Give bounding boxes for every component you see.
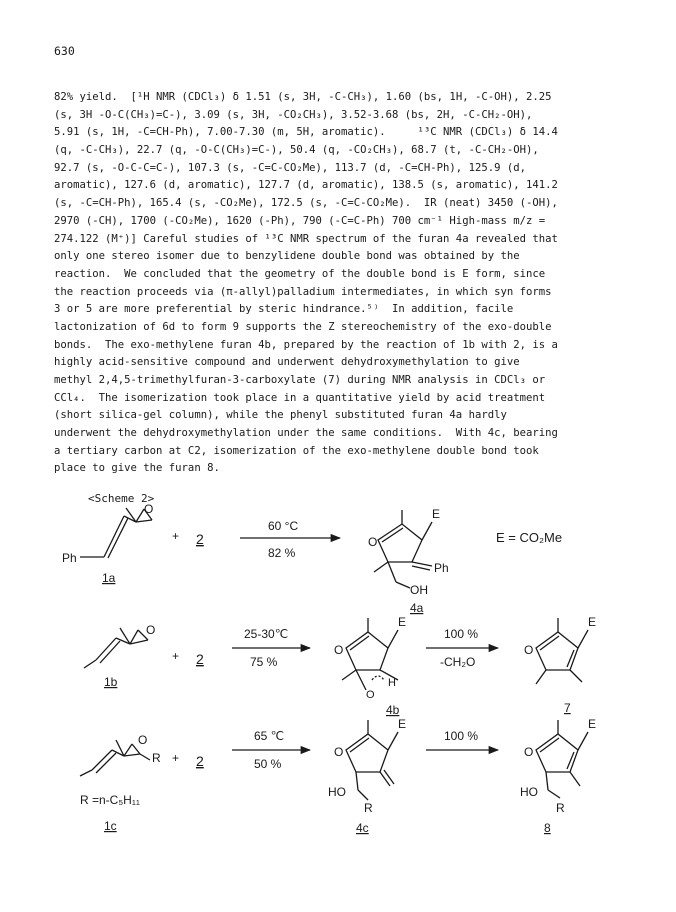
text-line: 3 or 5 are more preferential by steric hindrance.⁵⁾ In addition, facile [54,303,514,316]
label-4a: 4a [410,601,424,615]
text-line: 92.7 (s, -O-C-C=C-), 107.3 (s, -C=C-CO₂Me), 113.7 (d, -C=CH-Ph), 125.9 (d, [54,161,526,174]
text-line: 82% yield. [¹H NMR (CDCl₃) δ 1.51 (s, 3H, -C-CH₃), 1.60 (bs, 1H, -C-OH), 2.25 [54,91,552,103]
4c-ho: HO [328,785,346,799]
text-line: (q, -C-CH₃), 22.7 (q, -O-C(CH₃)=C-), 50.4 (q, -CO₂CH₃), 68.7 (t, -C-CH₂-OH), [54,144,539,157]
svg-text:O: O [366,689,375,701]
text-line: underwent the dehydroxymethylation under the same conditions. With 4c, bearing [54,427,558,440]
substrate-1b [84,623,155,689]
reagent-2-row2: 2 [196,651,204,667]
text-line: reaction. We concluded that the geometry of the double bond is E form, since [54,267,546,280]
4c-r: R [364,801,373,815]
text-line: 274.122 (M⁺)] Careful studies of ¹³C NMR spectrum of the furan 4a revealed that [54,232,558,245]
svg-text:O: O [368,535,378,549]
label-1b: 1b [104,675,118,689]
label-1c: 1c [104,819,117,833]
text-line: aromatic), 127.6 (d, aromatic), 127.7 (d, aromatic), 138.5 (s, aromatic), 141.2 [54,179,558,192]
svg-text:O: O [146,623,156,637]
r-definition: R =n-C₅H₁₁ [80,793,140,807]
text-line: highly acid-sensitive compound and underwent dehydroxymethylation to give [54,356,520,369]
text-line: methyl 2,4,5-trimethylfuran-3-carboxylate (7) during NMR analysis in CDCl₃ or [54,374,546,386]
label-4b: 4b [386,703,400,717]
plus-1: + [172,529,180,543]
cond2-row3-yield: 100 % [444,729,479,743]
text-line: the reaction proceeds via (π-allyl)palladium intermediates, in which syn forms [54,285,552,298]
4a-ph: Ph [434,561,449,575]
reaction-scheme [0,500,676,900]
8-r: R [556,801,565,815]
label-7: 7 [564,701,571,715]
substrate-1c [80,733,161,833]
product-8 [520,717,596,835]
4b-h: H [388,677,396,689]
svg-text:O: O [334,643,344,657]
4c-e: E [398,717,407,731]
product-4c [328,717,406,835]
cond-row2-yield: 75 % [250,655,278,669]
1c-r: R [152,751,161,765]
plus-3: + [172,751,180,765]
text-line: lactonization of 6d to form 9 supports the Z stereochemistry of the exo-double [54,320,552,333]
label-8: 8 [544,821,551,835]
scheme-label: <Scheme 2> [88,492,155,505]
svg-text:O: O [524,643,534,657]
plus-2: + [172,649,180,663]
text-line: 5.91 (s, 1H, -C=CH-Ph), 7.00-7.30 (m, 5H, aromatic). ¹³C NMR (CDCl₃) δ 14.4 [54,126,558,139]
svg-text:O: O [138,733,148,747]
page-number: 630 [54,44,75,58]
label-1a: 1a [102,571,116,585]
text-line: (s, 3H -O-C(CH₃)=C-), 3.09 (s, 3H, -CO₂CH₃), 3.52-3.68 (bs, 2H, -C-CH₂-OH), [54,108,533,121]
svg-text:O: O [334,745,344,759]
cond-row3-temp: 65 ℃ [254,729,285,743]
text-line: (short silica-gel column), while the phenyl substituted furan 4a hardly [54,409,507,422]
cond-row2-temp: 25-30℃ [244,627,289,641]
substrate-1a-ph: Ph [62,551,77,565]
product-4b [334,615,406,717]
text-line: (s, -C=CH-Ph), 165.4 (s, -CO₂Me), 172.5 (s, -C=C-CO₂Me). IR (neat) 3450 (-OH), [54,197,558,210]
reagent-2-row3: 2 [196,753,204,769]
text-line: 2970 (-CH), 1700 (-CO₂Me), 1620 (-Ph), 790 (-C=C-Ph) 700 cm⁻¹ High-mass m/z = [54,214,546,227]
8-ho: HO [520,785,538,799]
4a-e: E [432,507,441,521]
cond2-row2-yield: 100 % [444,627,479,641]
substrate-1a [62,502,153,585]
svg-text:O: O [524,745,534,759]
reagent-2-row1: 2 [196,531,204,547]
text-line: place to give the furan 8. [54,462,220,475]
4a-oh: OH [410,583,428,597]
text-line: a tertiary carbon at C2, isomerization of the exo-methylene double bond took [54,444,539,457]
cond-row1-temp: 60 °C [268,519,299,533]
7-e: E [588,615,597,629]
label-4c: 4c [356,821,369,835]
cond-row3-yield: 50 % [254,757,282,771]
product-4a [368,507,449,615]
cond-row1-yield: 82 % [268,546,296,560]
4b-e: E [398,615,407,629]
8-e: E [588,717,597,731]
text-line: only one stereo isomer due to benzylidene double bond was obtained by the [54,250,520,263]
cond2-row2-loss: -CH₂O [440,655,476,669]
svg-text:O: O [144,502,154,516]
e-definition: E = CO₂Me [496,530,563,545]
text-line: CCl₄. The isomerization took place in a quantitative yield by acid treatment [54,391,546,404]
body-text [54,89,628,478]
text-line: bonds. The exo-methylene furan 4b, prepared by the reaction of 1b with 2, is a [54,338,558,351]
product-7 [524,615,596,715]
